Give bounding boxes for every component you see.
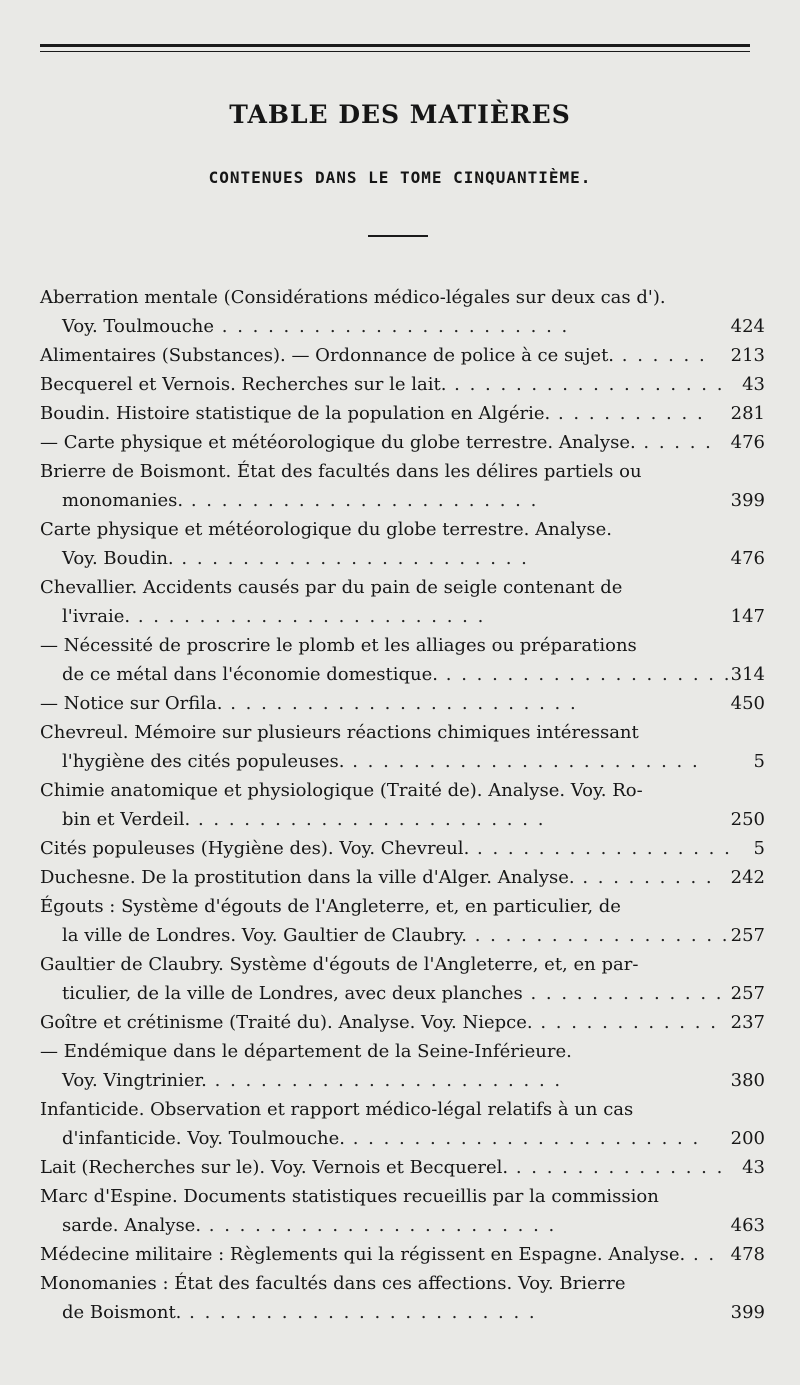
toc-entry-text: ticulier, de la ville de Londres, avec deux planches — [62, 983, 523, 1004]
page-number: 200 — [730, 1128, 765, 1149]
toc-entry-text: Aberration mentale (Considérations médico-légales sur deux cas d'). — [40, 287, 666, 308]
dot-leader: . . . . . . . . . . . . . . . . . . . . . . . — [183, 490, 539, 511]
page-number: 5 — [753, 838, 765, 859]
toc-entry-text: monomanies. — [62, 490, 184, 511]
toc-entry-text: — Carte physique et météorologique du globe terrestre. Analyse. — [40, 432, 636, 453]
toc-entry-line — [40, 370, 765, 399]
toc-entry-text: — Nécessité de proscrire le plomb et les alliages ou préparations — [40, 635, 637, 656]
dot-leader: . . . . . . . . . . . . . . — [508, 1157, 725, 1178]
page-number: 257 — [730, 925, 765, 946]
toc-entry-line — [40, 544, 765, 573]
toc-entry-text: Becquerel et Vernois. Recherches sur le lait. — [40, 374, 447, 395]
toc-entry-line — [40, 950, 765, 979]
title-divider — [368, 235, 428, 237]
toc-entry-line — [40, 312, 765, 341]
toc-entry-text: Lait (Recherches sur le). Voy. Vernois et Becquerel. — [40, 1157, 509, 1178]
toc-entry-line — [40, 1008, 765, 1037]
dot-leader: . . . . . . — [614, 345, 707, 366]
toc-entry-text: Chimie anatomique et physiologique (Traité de). Analyse. Voy. Ro- — [40, 780, 643, 801]
dot-leader: . . . . . . . . . . . . — [532, 1012, 718, 1033]
page-number: 424 — [730, 316, 765, 337]
toc-entry-line — [40, 602, 765, 631]
dot-leader: . . . . . . . . . . . . . . . . . . . — [438, 664, 732, 685]
toc-entry-text: Monomanies : État des facultés dans ces affections. Voy. Brierre — [40, 1273, 626, 1294]
page-title: TABLE DES MATIÈRES — [229, 100, 571, 129]
dot-leader: . . . . . . . . . . . . . . . . . . . . . . . — [130, 606, 486, 627]
toc-entry-line — [40, 892, 765, 921]
dot-leader: . . . . . . . . . . . . . . . . . . . . . . . — [345, 1128, 701, 1149]
dot-leader: . . . . . . . . . . . . . . . . . . . . . . . — [214, 316, 570, 337]
toc-entry-text: — Notice sur Orfila. — [40, 693, 223, 714]
toc-entry — [40, 1008, 765, 1037]
toc-entry-line — [40, 1037, 765, 1066]
toc-entry-text: l'hygiène des cités populeuses. — [62, 751, 345, 772]
dot-leader: . . . . . . . . . . . . . . . . . . . . . . . — [190, 809, 546, 830]
toc-entry — [40, 399, 765, 428]
toc-entry-line — [40, 1153, 765, 1182]
dot-leader: . . . . . . . . . . . . . . . . . . . . . . . — [173, 548, 529, 569]
page-number: 250 — [730, 809, 765, 830]
toc-entry-text: Chevreul. Mémoire sur plusieurs réactions chimiques intéressant — [40, 722, 639, 743]
toc-entry-line — [40, 1124, 765, 1153]
toc-entry — [40, 283, 765, 341]
header-rule — [40, 44, 750, 47]
dot-leader: . . . . . . . . . . — [550, 403, 705, 424]
toc-entry-text: Carte physique et météorologique du globe terrestre. Analyse. — [40, 519, 612, 540]
toc-entry-line — [40, 486, 765, 515]
toc-entry-text: Voy. Toulmouche — [62, 316, 215, 337]
toc-entry — [40, 776, 765, 834]
toc-entry-line — [40, 399, 765, 428]
dot-leader: . . . . . . . . . . . . . . . . . . . . . . . — [181, 1302, 537, 1323]
toc-entry-text: Brierre de Boismont. État des facultés dans les délires partiels ou — [40, 461, 642, 482]
toc-entry-line — [40, 1066, 765, 1095]
toc-entry-text: de ce métal dans l'économie domestique. — [62, 664, 439, 685]
toc-entry — [40, 718, 765, 776]
dot-leader: . . . . . . . . . . . . . . . . . — [469, 838, 732, 859]
dot-leader: . . . . . . . . . . . . . . . . . . . . . . . — [206, 1070, 563, 1091]
toc-entry-text: Médecine militaire : Règlements qui la régissent en Espagne. Analyse. — [40, 1244, 686, 1265]
page-number: 380 — [730, 1070, 765, 1091]
toc-entry-line — [40, 1095, 765, 1124]
page-number: 314 — [730, 664, 765, 685]
toc-entry-text: bin et Verdeil. — [62, 809, 191, 830]
page-number: 5 — [753, 751, 765, 772]
toc-entry-line — [40, 1269, 765, 1298]
table-of-contents — [40, 283, 765, 1327]
toc-entry-text: de Boismont. — [62, 1302, 182, 1323]
toc-entry-line — [40, 718, 765, 747]
header-rule-thin — [40, 51, 750, 52]
page-number: 450 — [730, 693, 765, 714]
toc-entry — [40, 428, 765, 457]
toc-entry-line — [40, 1211, 765, 1240]
toc-entry-line — [40, 457, 765, 486]
dot-leader: . . . . . . . . . . . . . . . . . . . . . . . — [344, 751, 700, 772]
toc-entry — [40, 1182, 765, 1240]
toc-entry-text: Chevallier. Accidents causés par du pain de seigle contenant de — [40, 577, 623, 598]
toc-entry — [40, 370, 765, 399]
toc-entry-line — [40, 631, 765, 660]
page-number: 237 — [730, 1012, 765, 1033]
toc-entry-line — [40, 979, 765, 1008]
dot-leader: . . . . . — [635, 432, 713, 453]
page-number: 43 — [742, 374, 765, 395]
page-number: 399 — [730, 1302, 765, 1323]
page-number: 43 — [742, 1157, 765, 1178]
page-number: 213 — [730, 345, 765, 366]
toc-entry — [40, 631, 765, 689]
toc-entry-line — [40, 428, 765, 457]
toc-entry-line — [40, 341, 765, 370]
dot-leader: . . . . . . . . . . . . . . . . . — [466, 925, 730, 946]
toc-entry-line — [40, 515, 765, 544]
toc-entry-line — [40, 921, 765, 950]
toc-entry-text: Marc d'Espine. Documents statistiques recueillis par la commission — [40, 1186, 659, 1207]
toc-entry-line — [40, 660, 765, 689]
toc-entry-text: Boudin. Histoire statistique de la population en Algérie. — [40, 403, 551, 424]
toc-entry-text: Voy. Boudin. — [62, 548, 174, 569]
page-number: 281 — [730, 403, 765, 424]
toc-entry-line — [40, 805, 765, 834]
toc-entry-text: la ville de Londres. Voy. Gaultier de Claubry. — [62, 925, 467, 946]
toc-entry-text: Duchesne. De la prostitution dans la ville d'Alger. Analyse. — [40, 867, 575, 888]
dot-leader: . . . . . . . . . . . . . . . . . . — [446, 374, 725, 395]
page-number: 242 — [730, 867, 765, 888]
toc-entry-line — [40, 1182, 765, 1211]
toc-entry — [40, 573, 765, 631]
toc-entry-text: — Endémique dans le département de la Seine-Inférieure. — [40, 1041, 572, 1062]
toc-entry — [40, 1153, 765, 1182]
dot-leader: . . . . . . . . . . . . . . . . . . . . . . . — [222, 693, 578, 714]
toc-entry-text: Goître et crétinisme (Traité du). Analyse. Voy. Niepce. — [40, 1012, 533, 1033]
toc-entry-text: Gaultier de Claubry. Système d'égouts de l'Angleterre, et, en par- — [40, 954, 639, 975]
dot-leader: . . — [685, 1244, 717, 1265]
toc-entry — [40, 1269, 765, 1327]
toc-entry — [40, 1037, 765, 1095]
toc-entry-line — [40, 573, 765, 602]
toc-entry — [40, 1095, 765, 1153]
page-number: 257 — [730, 983, 765, 1004]
toc-entry-text: sarde. Analyse. — [62, 1215, 202, 1236]
toc-entry — [40, 863, 765, 892]
dot-leader: . . . . . . . . . — [574, 867, 714, 888]
page-number: 476 — [730, 432, 765, 453]
toc-entry-line — [40, 776, 765, 805]
toc-entry-text: Voy. Vingtrinier. — [62, 1070, 207, 1091]
toc-entry-text: d'infanticide. Voy. Toulmouche. — [62, 1128, 345, 1149]
toc-entry — [40, 341, 765, 370]
toc-entry — [40, 834, 765, 863]
toc-entry-line — [40, 283, 765, 312]
toc-entry-line — [40, 747, 765, 776]
page-number: 463 — [730, 1215, 765, 1236]
toc-entry-text: l'ivraie. — [62, 606, 131, 627]
page-number: 147 — [730, 606, 765, 627]
page-number: 478 — [730, 1244, 765, 1265]
toc-entry — [40, 457, 765, 515]
toc-entry — [40, 1240, 765, 1269]
toc-entry-line — [40, 1240, 765, 1269]
page-number: 476 — [730, 548, 765, 569]
toc-entry-text: Infanticide. Observation et rapport médico-légal relatifs à un cas — [40, 1099, 634, 1120]
toc-entry-line — [40, 689, 765, 718]
toc-entry-line — [40, 834, 765, 863]
toc-entry — [40, 892, 765, 950]
page-subtitle: CONTENUES DANS LE TOME CINQUANTIÈME. — [208, 168, 592, 187]
dot-leader: . . . . . . . . . . . . . . . . . . . . . . . — [201, 1215, 557, 1236]
toc-entry-line — [40, 1298, 765, 1327]
toc-entry-text: Cités populeuses (Hygiène des). Voy. Chevreul. — [40, 838, 470, 859]
toc-entry — [40, 689, 765, 718]
toc-entry-text: Alimentaires (Substances). — Ordonnance de police à ce sujet. — [40, 345, 615, 366]
toc-entry — [40, 950, 765, 1008]
toc-entry-text: Égouts : Système d'égouts de l'Angleterre, et, en particulier, de — [40, 896, 621, 917]
page-number: 399 — [730, 490, 765, 511]
toc-entry-line — [40, 863, 765, 892]
toc-entry — [40, 515, 765, 573]
dot-leader: . . . . . . . . . . . . . . — [522, 983, 739, 1004]
